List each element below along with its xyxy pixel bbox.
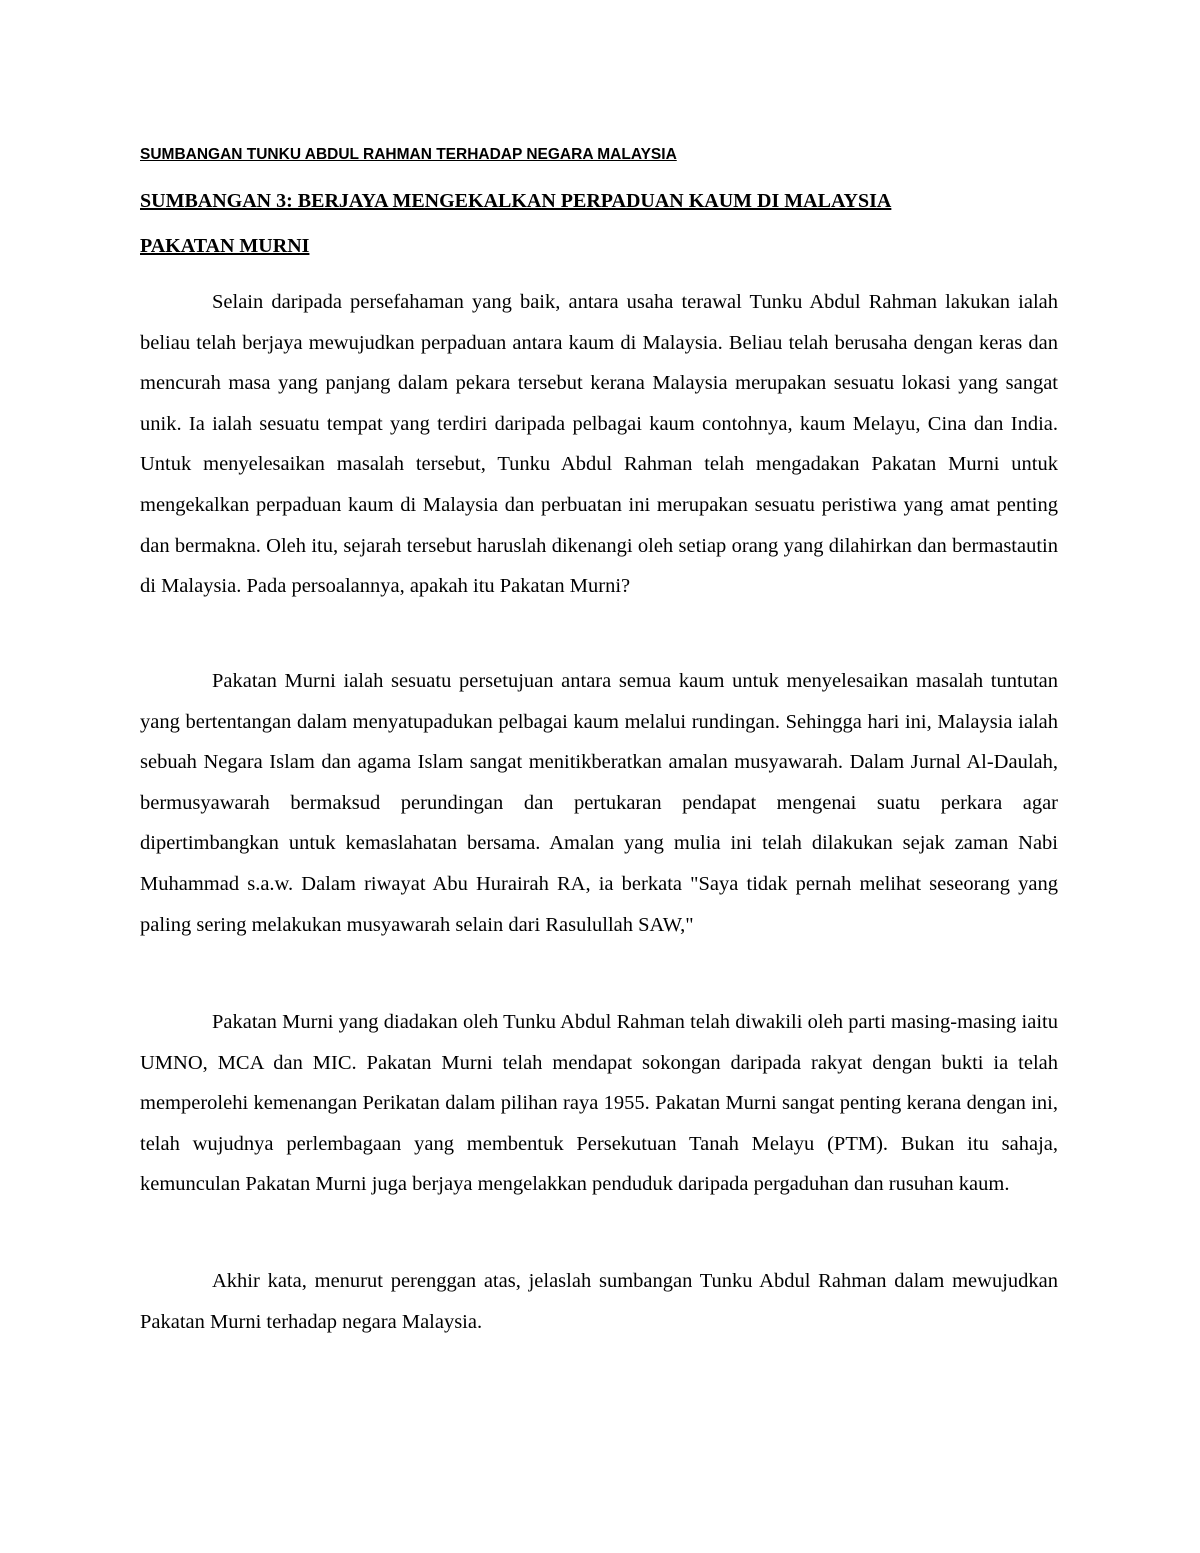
document-title: SUMBANGAN TUNKU ABDUL RAHMAN TERHADAP NEGARA MALAYSIA (140, 146, 677, 163)
paragraph: Akhir kata, menurut perenggan atas, jelaslah sumbangan Tunku Abdul Rahman dalam mewujudkan Pakatan Murni terhadap negara Malaysia. (140, 1270, 1058, 1333)
section-heading: SUMBANGAN 3: BERJAYA MENGEKALKAN PERPADUAN KAUM DI MALAYSIA (140, 190, 892, 212)
paragraph: Selain daripada persefahaman yang baik, antara usaha terawal Tunku Abdul Rahman lakukan ialah beliau telah berjaya mewujudkan perpaduan antara kaum di Malaysia. Beliau telah berusaha dengan keras dan mencurah masa yang panjang dalam pekara tersebut kerana Malaysia merupakan sesuatu lokasi yang sangat unik. Ia ialah sesuatu tempat yang terdiri daripada pelbagai kaum contohnya, kaum Melayu, Cina dan India. Untuk menyelesaikan masalah tersebut, Tunku Abdul Rahman telah mengadakan Pakatan Murni untuk mengekalkan perpaduan kaum di Malaysia dan perbuatan ini merupakan sesuatu peristiwa yang amat penting dan bermakna. Oleh itu, sejarah tersebut haruslah dikenangi oleh setiap orang yang dilahirkan dan bermastautin di Malaysia. Pada persoalannya, apakah itu Pakatan Murni? (140, 291, 1058, 598)
paragraph-2-block (140, 661, 1058, 945)
paragraph: Pakatan Murni yang diadakan oleh Tunku Abdul Rahman telah diwakili oleh parti masing-masing iaitu UMNO, MCA dan MIC. Pakatan Murni telah mendapat sokongan daripada rakyat dengan bukti ia telah memperolehi kemenangan Perikatan dalam pilihan raya 1955. Pakatan Murni sangat penting kerana dengan ini, telah wujudnya perlembagaan yang membentuk Persekutuan Tanah Melayu (PTM). Bukan itu sahaja, kemunculan Pakatan Murni juga berjaya mengelakkan penduduk daripada pergaduhan dan rusuhan kaum. (140, 1011, 1058, 1196)
paragraph-1-block (140, 282, 1058, 607)
paragraph-3-block (140, 1002, 1058, 1205)
paragraph-4-block (140, 1261, 1058, 1342)
paragraph: Pakatan Murni ialah sesuatu persetujuan antara semua kaum untuk menyelesaikan masalah tuntutan yang bertentangan dalam menyatupadukan pelbagai kaum melalui rundingan. Sehingga hari ini, Malaysia ialah sebuah Negara Islam dan agama Islam sangat menitikberatkan amalan musyawarah. Dalam Jurnal Al-Daulah, bermusyawarah bermaksud perundingan dan pertukaran pendapat mengenai suatu perkara agar dipertimbangkan untuk kemaslahatan bersama. Amalan yang mulia ini telah dilakukan sejak zaman Nabi Muhammad s.a.w. Dalam riwayat Abu Hurairah RA, ia berkata "Saya tidak pernah melihat seseorang yang paling sering melakukan musyawarah selain dari Rasulullah SAW," (140, 670, 1058, 936)
section-subheading: PAKATAN MURNI (140, 235, 310, 257)
